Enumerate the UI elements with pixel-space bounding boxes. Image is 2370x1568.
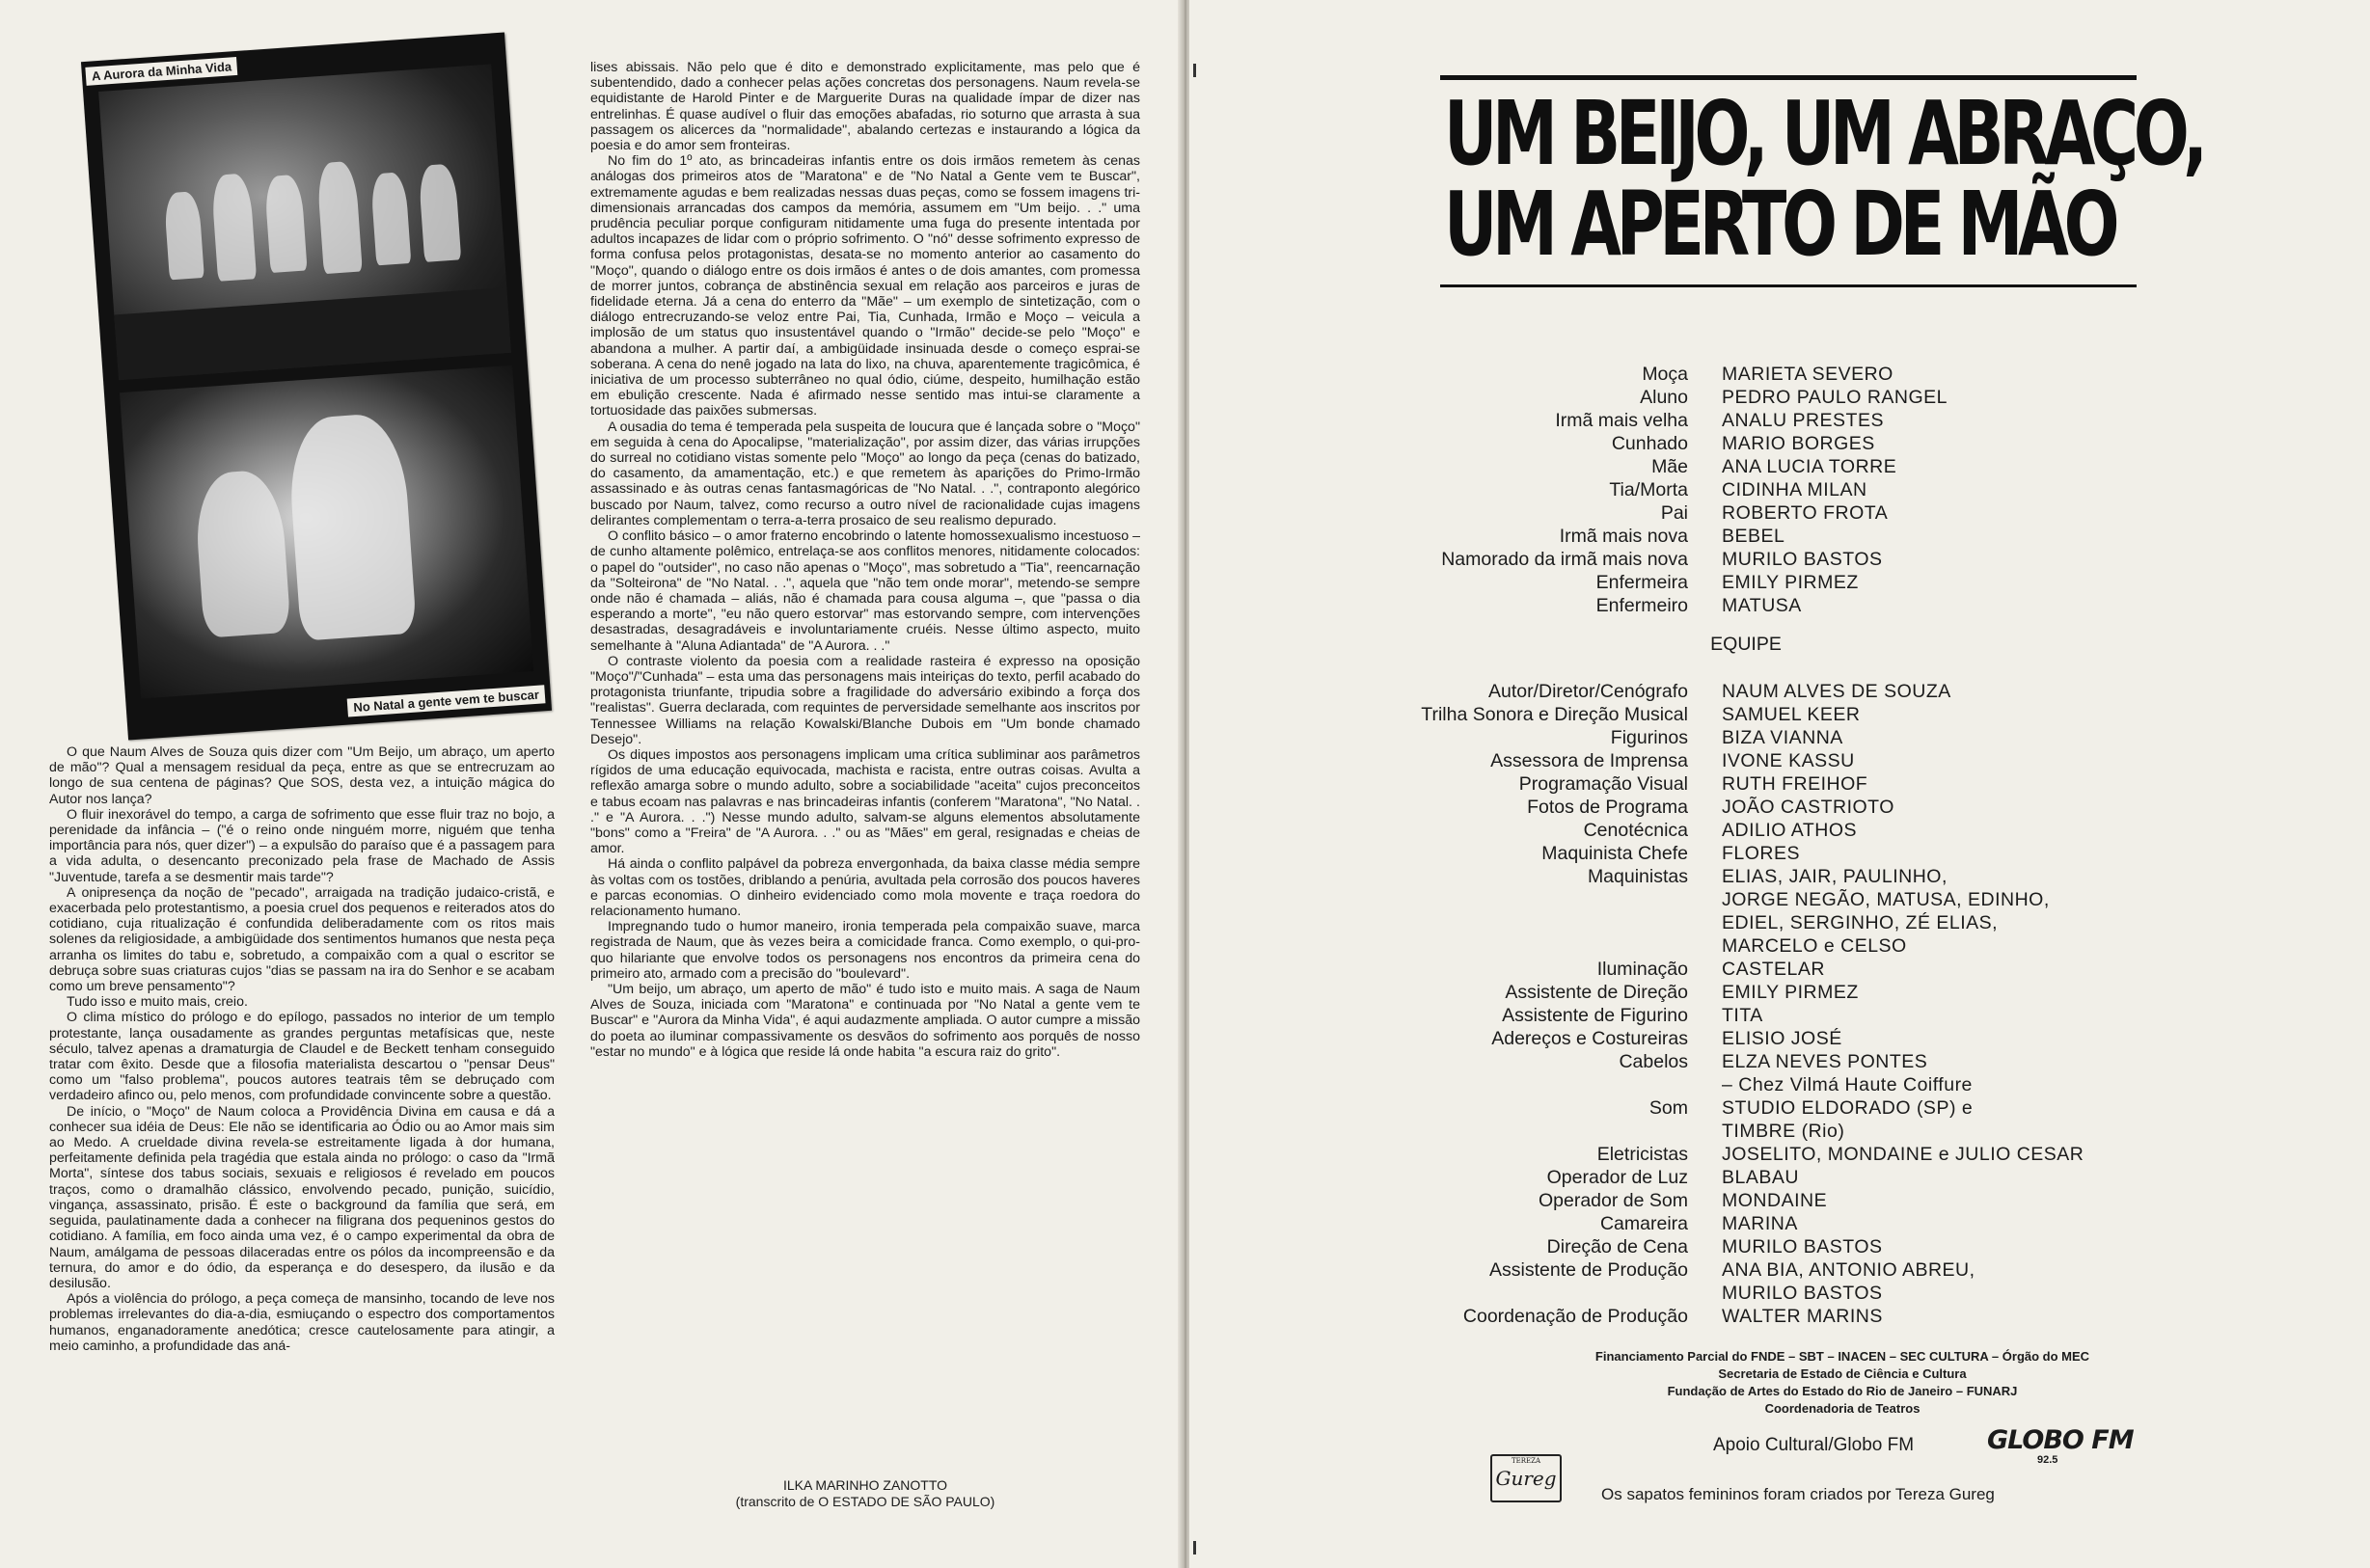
- title-rule-bottom: [1440, 284, 2137, 287]
- credit-name: STUDIO ELDORADO (SP) e: [1722, 1097, 1974, 1119]
- article-paragraph: O que Naum Alves de Souza quis dizer com "Um Beijo, um abraço, um aperto de mão"? Qual a mensagem residual da peça, entre as que se entrecruzam ao longo de sua centena de páginas? Que SOS, desta vez, a intuição mágica do Autor nos lança?: [49, 744, 555, 807]
- credit-row: [1350, 958, 2180, 981]
- credit-name: EMILY PIRMEZ: [1722, 572, 1859, 593]
- article-paragraph: De início, o "Moço" de Naum coloca a Providência Divina em causa e dá a conhecer sua idéia de Deus: Ele não se identificaria ao Ódio ou ao Amor mais sim ao Medo. A crueldade divina revela-se estreitamente ligada à dor humana, perfeitamente definida pela tragédia que estala ainda no prólogo: o caso da "Irmã Morta", síntese dos tabus sociais, sexuais e religiosos é revelado em poucos traços, como o dramalhão clássico, envolvendo pecado, punição, suicídio, vingança, assassinato, prisão. É este o background da família que será, em seguida, paulatinamente dada a conhecer na filigrana dos pequeninos gestos do cotidiano. A família, em foco ainda uma vez, é o campo experimental da obra de Naum, amálgama de pessoas dilaceradas entre os pólos da incompreensão e da ternura, do amor e do ódio, da esperança e do desespero, da ilusão e da desilusão.: [49, 1103, 555, 1291]
- credit-role: Direção de Cena: [1546, 1236, 1688, 1257]
- play-title: [1444, 82, 2203, 276]
- credit-row: [1350, 525, 2180, 548]
- credit-name: MONDAINE: [1722, 1190, 1828, 1211]
- credit-name: TITA: [1722, 1005, 1763, 1026]
- article-paragraph: O contraste violento da poesia com a realidade rasteira é expresso na oposição "Moço"/"Cunhada" – esta uma das personagens mais inteiriças do texto, perfil acabado do protagonista triunfante, tripudia sobre a fragilidade do adversário exibindo a força dos "realistas". Guerra declarada, com requintes de perversidade semelhante aos inscritos por Tennessee Williams na relação Kowalski/Blanche Dubois em "Um bonde chamado Desejo".: [590, 653, 1140, 747]
- article-paragraph: Há ainda o conflito palpável da pobreza envergonhada, da baixa classe média sempre às voltas com os tostões, driblando a penúria, avultada pela corrosão dos poucos haveres e parcas economias. O dinheiro evidenciado como mola movente e traça roedora do relacionamento humano.: [590, 856, 1140, 919]
- credit-name: ANA BIA, ANTONIO ABREU,: [1722, 1259, 1975, 1281]
- credit-name: FLORES: [1722, 843, 1801, 864]
- credit-row: [1350, 703, 2180, 726]
- credit-role: Camareira: [1599, 1213, 1688, 1234]
- credit-role: Aluno: [1640, 387, 1688, 408]
- article-paragraph: A ousadia do tema é temperada pela suspeita de loucura que é lançada sobre o "Moço" em seguida à cena do Apocalipse, "materialização", por assim dizer, das várias irrupções do surreal no cotidiano vistas somente pelo "Moço" ao longo da peça (cenas do batizado, do casamento, da amamentação, etc.) e que remetem às aparições do Primo-Irmão assassinado e às outras cenas fantasmagóricas de "No Natal. . .", contraponto alegórico buscado por Naum, talvez, como recurso a outro nível de racionalidade cujas imagens delirantes complementam o terra-a-terra prosaico de seu realismo depurado.: [590, 419, 1140, 528]
- credit-role: Maquinistas: [1587, 866, 1688, 887]
- credit-name: JOÃO CASTRIOTO: [1722, 797, 1894, 818]
- title-rule-top: [1440, 75, 2137, 80]
- credit-role: Fotos de Programa: [1527, 797, 1688, 818]
- play-title-line-1: UM BEIJO, UM ABRAÇO,: [1444, 82, 2203, 185]
- credit-row: [1350, 1073, 2180, 1096]
- credit-row: [1350, 1027, 2180, 1050]
- credit-row: [1350, 1004, 2180, 1027]
- crop-mark: [1193, 1541, 1196, 1554]
- credit-role: [1350, 934, 1722, 958]
- credit-row: [1350, 888, 2180, 911]
- credit-row: [1350, 981, 2180, 1004]
- gureg-logo-small: TEREZA: [1511, 1457, 1541, 1465]
- photo-collage: [81, 33, 552, 741]
- equipe-heading: EQUIPE: [1710, 634, 1782, 655]
- credit-role: Pai: [1660, 502, 1688, 524]
- credit-row: [1350, 478, 2180, 501]
- credit-name: ANALU PRESTES: [1722, 410, 1884, 431]
- credit-row: [1350, 548, 2180, 571]
- credit-role: [1350, 1073, 1722, 1096]
- credit-role: Programação Visual: [1518, 773, 1688, 795]
- credit-role: Adereços e Costureiras: [1491, 1028, 1688, 1049]
- tereza-gureg-logo: [1490, 1454, 1562, 1502]
- credit-role: Enfermeira: [1595, 572, 1688, 593]
- credit-name: ANA LUCIA TORRE: [1722, 456, 1897, 477]
- credit-row: [1350, 842, 2180, 865]
- gureg-logo-text: Gureg: [1495, 1467, 1557, 1490]
- credit-row: [1350, 363, 2180, 386]
- globo-fm-frequency: 92.5: [2037, 1454, 2058, 1466]
- credit-name: ADILIO ATHOS: [1722, 820, 1858, 841]
- funding-line: Coordenadoria de Teatros: [1764, 1401, 1921, 1416]
- credit-name: IVONE KASSU: [1722, 750, 1855, 771]
- photo-caption-bottom: No Natal a gente vem te buscar: [347, 685, 546, 716]
- credit-name: TIMBRE (Rio): [1722, 1121, 1845, 1142]
- credit-name: JORGE NEGÃO, MATUSA, EDINHO,: [1722, 889, 2050, 910]
- credit-row: [1350, 1096, 2180, 1120]
- credit-role: Cabelos: [1619, 1051, 1688, 1072]
- credit-role: Namorado da irmã mais nova: [1441, 549, 1688, 570]
- article-column-2: [590, 60, 1140, 1060]
- credit-name: SAMUEL KEER: [1722, 704, 1861, 725]
- play-title-line-2: UM APERTO DE MÃO: [1444, 173, 2115, 276]
- credit-row: [1350, 726, 2180, 749]
- credit-name: BEBEL: [1722, 526, 1785, 547]
- credit-row: [1350, 1166, 2180, 1189]
- credit-role: Assistente de Produção: [1489, 1259, 1688, 1281]
- stage-photo-aurora: [98, 65, 511, 381]
- credit-row: [1350, 911, 2180, 934]
- credit-name: CASTELAR: [1722, 959, 1825, 980]
- team-list: [1350, 680, 2180, 1328]
- credit-name: MURILO BASTOS: [1722, 1236, 1883, 1257]
- credit-row: [1350, 386, 2180, 409]
- credit-name: MURILO BASTOS: [1722, 549, 1883, 570]
- credit-name: MARCELO e CELSO: [1722, 935, 1907, 957]
- article-column-1: [49, 744, 555, 1354]
- credit-role: Irmã mais velha: [1555, 410, 1688, 431]
- credit-name: BIZA VIANNA: [1722, 727, 1843, 748]
- article-paragraph: O fluir inexorável do tempo, a carga de sofrimento que esse fluir traz no bojo, a perenidade da infância – ("é o reino onde ninguém morre, niguém que tenha importância para nós, quer dizer") – a expulsão do paraíso que é a passagem para a vida adulta, o desencanto preconizado pela frase de Machado de Assis "Juventude, tarefa a se desmentir mais tarde"?: [49, 806, 555, 885]
- credit-role: [1350, 888, 1722, 911]
- credit-role: Cenotécnica: [1583, 820, 1688, 841]
- credit-row: [1350, 432, 2180, 455]
- credit-row: [1350, 594, 2180, 617]
- credit-role: Assistente de Direção: [1505, 982, 1688, 1003]
- article-paragraph: No fim do 1º ato, as brincadeiras infantis entre os dois irmãos remetem às cenas análogas dos primeiros atos de "Maratona" e de "No Natal a Gente vem te Buscar", extremamente agudas e bem realizadas nessas duas peças, como se fossem imagens tri-dimensionais arrancadas dos campos da memória, assumem em "Um beijo. . ." uma prudência peculiar porque configuram nitidamente uma fuga do presente intentada por adultos incapazes de lidar com o próprio sofrimento. O "nó" desse sofrimento expresso de forma confusa pelos protagonistas, desata-se no momento anterior ao casamento do "Moço", quando o diálogo entre os dois irmãos é antes o de dois amantes, com promessa de morrer juntos, cobrança de abstinência sexual em relação aos parceiros e juras de fidelidade eterna. Já a cena do enterro da "Mãe" – um exemplo de sintetização, com o diálogo entrecruzando-se veloz entre Pai, Tia, Cunhada, Irmão e Moço – veicula a implosão de um status quo insustentável quando o "Irmão" decide-se pelo "Moço" e abandona a mulher. A partir daí, a ambigüidade insinuada desde o começo esprai-se soberana. A cena do nenê jogado na lata do lixo, na chuva, aparentemente tragicômica, é iniciativa de um processo subterrâneo no qual ódio, ciúme, despeito, humilhação estão em ebulição crescente. Nada é afirmado nesse sentido mas intui-se claramente a tortuosidade das paixões submersas.: [590, 153, 1140, 419]
- article-paragraph: O clima místico do prólogo e do epílogo, passados no interior de um templo protestante, lança ousadamente as grandes perguntas metafísicas que, neste século, talvez apenas a dramaturgia de Claudel e de Beckett tenham conseguido tratar com êxito. Desde que a filosofia materialista descartou o "pensar Deus" como um "falso problema", poucos autores teatrais têm se debruçado com verdadeiro afinco ou, pelo menos, com profundidade convincente sobre a questão.: [49, 1010, 555, 1104]
- apoio-cultural: Apoio Cultural/Globo FM: [1713, 1435, 1915, 1455]
- article-source: (transcrito de O ESTADO DE SÃO PAULO): [735, 1494, 995, 1509]
- article-paragraph: lises abissais. Não pelo que é dito e demonstrado explicitamente, mas pelo que é subentendido, dado a conhecer pelas ações concretas dos personagens. Naum revela-se equidistante de Harold Pinter e de Marguerite Duras na qualidade ímpar de dizer nas entrelinhas. É quase audível o fluir das emoções abafadas, rio soturno que arrasta à sua passagem os alicerces da "normalidade", abalando certezas e instaurando a lógica da poesia e do amor sem fronteiras.: [590, 60, 1140, 154]
- credit-role: Som: [1648, 1097, 1688, 1119]
- shoes-credit: Os sapatos femininos foram criados por Tereza Gureg: [1601, 1485, 1995, 1503]
- credit-name: ELZA NEVES PONTES: [1722, 1051, 1928, 1072]
- credit-name: – Chez Vilmá Haute Coiffure: [1722, 1074, 1973, 1095]
- credit-name: MARIO BORGES: [1722, 433, 1875, 454]
- credit-row: [1350, 819, 2180, 842]
- credit-role: Operador de Luz: [1546, 1167, 1688, 1188]
- credit-name: ELISIO JOSÉ: [1722, 1028, 1842, 1049]
- credit-row: [1350, 772, 2180, 796]
- credit-name: BLABAU: [1722, 1167, 1799, 1188]
- credit-row: [1350, 571, 2180, 594]
- credit-name: MATUSA: [1722, 595, 1802, 616]
- credit-name: PEDRO PAULO RANGEL: [1722, 387, 1948, 408]
- author-name: ILKA MARINHO ZANOTTO: [782, 1477, 948, 1493]
- credit-row: [1350, 749, 2180, 772]
- credit-row: [1350, 1282, 2180, 1305]
- article-paragraph: O conflito básico – o amor fraterno encobrindo o latente homossexualismo incestuoso – de cunho altamente polêmico, entrelaça-se aos conflitos menores, nitidamente colocados: o papel do "outsider", no caso não apenas o "Moço", mas sobretudo a "Tia", reencarnação da "Solteirona" de "No Natal. . .", aquela que "não tem onde morar", metendo-se sempre onde não é chamada – aliás, não é chamada para cousa alguma –, que "passa o dia esperando a morte", "eu não quero estorvar" mas estorvando sempre, com intervenções desastradas, desagradáveis e involuntariamente cruéis. Nesse último aspecto, muito semelhante à "Aluna Adiantada" de "A Aurora. . .": [590, 528, 1140, 654]
- credit-role: Assessora de Imprensa: [1490, 750, 1688, 771]
- credit-row: [1350, 1258, 2180, 1282]
- photo-caption-top: A Aurora da Minha Vida: [85, 57, 237, 86]
- credit-role: Enfermeiro: [1595, 595, 1688, 616]
- credit-name: EDIEL, SERGINHO, ZÉ ELIAS,: [1722, 912, 1999, 933]
- funding-line: Fundação de Artes do Estado do Rio de Janeiro – FUNARJ: [1667, 1384, 2018, 1398]
- article-paragraph: Os diques impostos aos personagens implicam uma crítica subliminar aos parâmetros rígidos de uma educação equivocada, machista e racista, entre outras coisas. Avulta a reflexão amarga sobre o mundo adulto, sobre a sociabilidade "aceita" cujos preconceitos e tabus ecoam nas palavras e nas brincadeiras infantis (conferem "Maratona", "No Natal. . ." e "A Aurora. . .") Nesse mundo adulto, salvam-se alguns elementos absolutamente "bons" como a "Freira" de "A Aurora. . ." ou as "Mães" em geral, resignadas e cheias de amor.: [590, 746, 1140, 857]
- credit-name: EMILY PIRMEZ: [1722, 982, 1859, 1003]
- credit-name: MARIETA SEVERO: [1722, 364, 1893, 385]
- credit-role: Figurinos: [1610, 727, 1688, 748]
- credit-role: Iluminação: [1596, 959, 1688, 980]
- credit-role: Moça: [1642, 364, 1688, 385]
- credit-name: NAUM ALVES DE SOUZA: [1722, 681, 1951, 702]
- article-paragraph: "Um beijo, um abraço, um aperto de mão" é tudo isto e muito mais. A saga de Naum Alves de Souza, iniciada com "Maratona" e continuada por "No Natal a gente vem te Buscar" e "Aurora da Minha Vida", é aqui audazmente ampliada. O autor cumpre a missão do poeta ao iluminar compassivamente os desvãos do sofrimento aos porquês de nosso "estar no mundo" e à lógica que reside lá onde habita "a escura raiz do grito".: [590, 981, 1140, 1060]
- credit-row: [1350, 455, 2180, 478]
- credit-row: [1350, 1212, 2180, 1235]
- stage-photo-natal: [120, 365, 533, 699]
- credit-name: JOSELITO, MONDAINE e JULIO CESAR: [1722, 1144, 2084, 1165]
- credit-row: [1350, 1050, 2180, 1073]
- credit-role: Irmã mais nova: [1559, 526, 1688, 547]
- credit-role: Assistente de Figurino: [1502, 1005, 1688, 1026]
- funding-credits: [1505, 1348, 2180, 1418]
- article-signature: [590, 1477, 1140, 1510]
- credit-row: [1350, 1120, 2180, 1143]
- article-paragraph: A onipresença da noção de "pecado", arraigada na tradição judaico-cristã, e exacerbada pelo protestantismo, a poesia cruel dos pequenos e reiterados atos do cotidiano, cuja ritualização é confundida deliberadamente com os ritos mais solenes da religiosidade, a ambigüidade dos sentimentos humanos que nesta peça arranha os limites do tabu e, sobretudo, a compaixão com a qual o escritor se debruça sobre suas criaturas cujos "dias se passam na ira do Senhor e se acabam como um breve pensamento"?: [49, 884, 555, 995]
- funding-line: Secretaria de Estado de Ciência e Cultura: [1718, 1366, 1967, 1381]
- crop-mark: [1193, 64, 1196, 77]
- credit-role: Mãe: [1651, 456, 1688, 477]
- credit-name: CIDINHA MILAN: [1722, 479, 1867, 500]
- credit-role: Operador de Som: [1538, 1190, 1688, 1211]
- credit-role: [1350, 911, 1722, 934]
- credit-row: [1350, 1235, 2180, 1258]
- article-paragraph: Tudo isso e muito mais, creio.: [67, 994, 248, 1011]
- credit-role: Autor/Diretor/Cenógrafo: [1487, 681, 1688, 702]
- credit-row: [1350, 796, 2180, 819]
- credit-name: ELIAS, JAIR, PAULINHO,: [1722, 866, 1948, 887]
- credit-row: [1350, 865, 2180, 888]
- credit-role: Cunhado: [1611, 433, 1688, 454]
- credit-name: ROBERTO FROTA: [1722, 502, 1889, 524]
- credit-name: WALTER MARINS: [1722, 1306, 1883, 1327]
- credit-role: [1350, 1120, 1722, 1143]
- credit-row: [1350, 1189, 2180, 1212]
- credit-row: [1350, 934, 2180, 958]
- credit-role: Eletricistas: [1596, 1144, 1688, 1165]
- globo-fm-logo: GLOBO FM: [1987, 1425, 2134, 1455]
- credit-role: [1350, 1282, 1722, 1305]
- credit-row: [1350, 1143, 2180, 1166]
- credit-row: [1350, 1305, 2180, 1328]
- credit-role: Coordenação de Produção: [1462, 1306, 1688, 1327]
- credit-row: [1350, 501, 2180, 525]
- credit-role: Trilha Sonora e Direção Musical: [1421, 704, 1688, 725]
- credit-name: MARINA: [1722, 1213, 1798, 1234]
- credit-row: [1350, 680, 2180, 703]
- credit-role: Tia/Morta: [1609, 479, 1688, 500]
- credit-role: Maquinista Chefe: [1541, 843, 1688, 864]
- funding-line: Financiamento Parcial do FNDE – SBT – INACEN – SEC CULTURA – Órgão do MEC: [1594, 1349, 2090, 1364]
- article-paragraph: Após a violência do prólogo, a peça começa de mansinho, tocando de leve nos problemas irrelevantes do dia-a-dia, esmiuçando o espectro dos comportamentos humanos, enganadoramente anedótica; cresce cautelosamente para atingir, a meio caminho, a profundidade das aná-: [49, 1291, 555, 1354]
- credit-name: RUTH FREIHOF: [1722, 773, 1868, 795]
- article-paragraph: Impregnando tudo o humor maneiro, ironia temperada pela compaixão suave, marca registrada de Naum, que às vezes beira a comicidade franca. Como exemplo, o qui-pro-quo hilariante que envolve todos os personagens nos encontros da primeira cena do primeiro ato, armado com a precisão do "boulevard".: [590, 919, 1140, 982]
- cast-list: [1350, 363, 2180, 617]
- credit-name: MURILO BASTOS: [1722, 1283, 1883, 1304]
- credit-row: [1350, 409, 2180, 432]
